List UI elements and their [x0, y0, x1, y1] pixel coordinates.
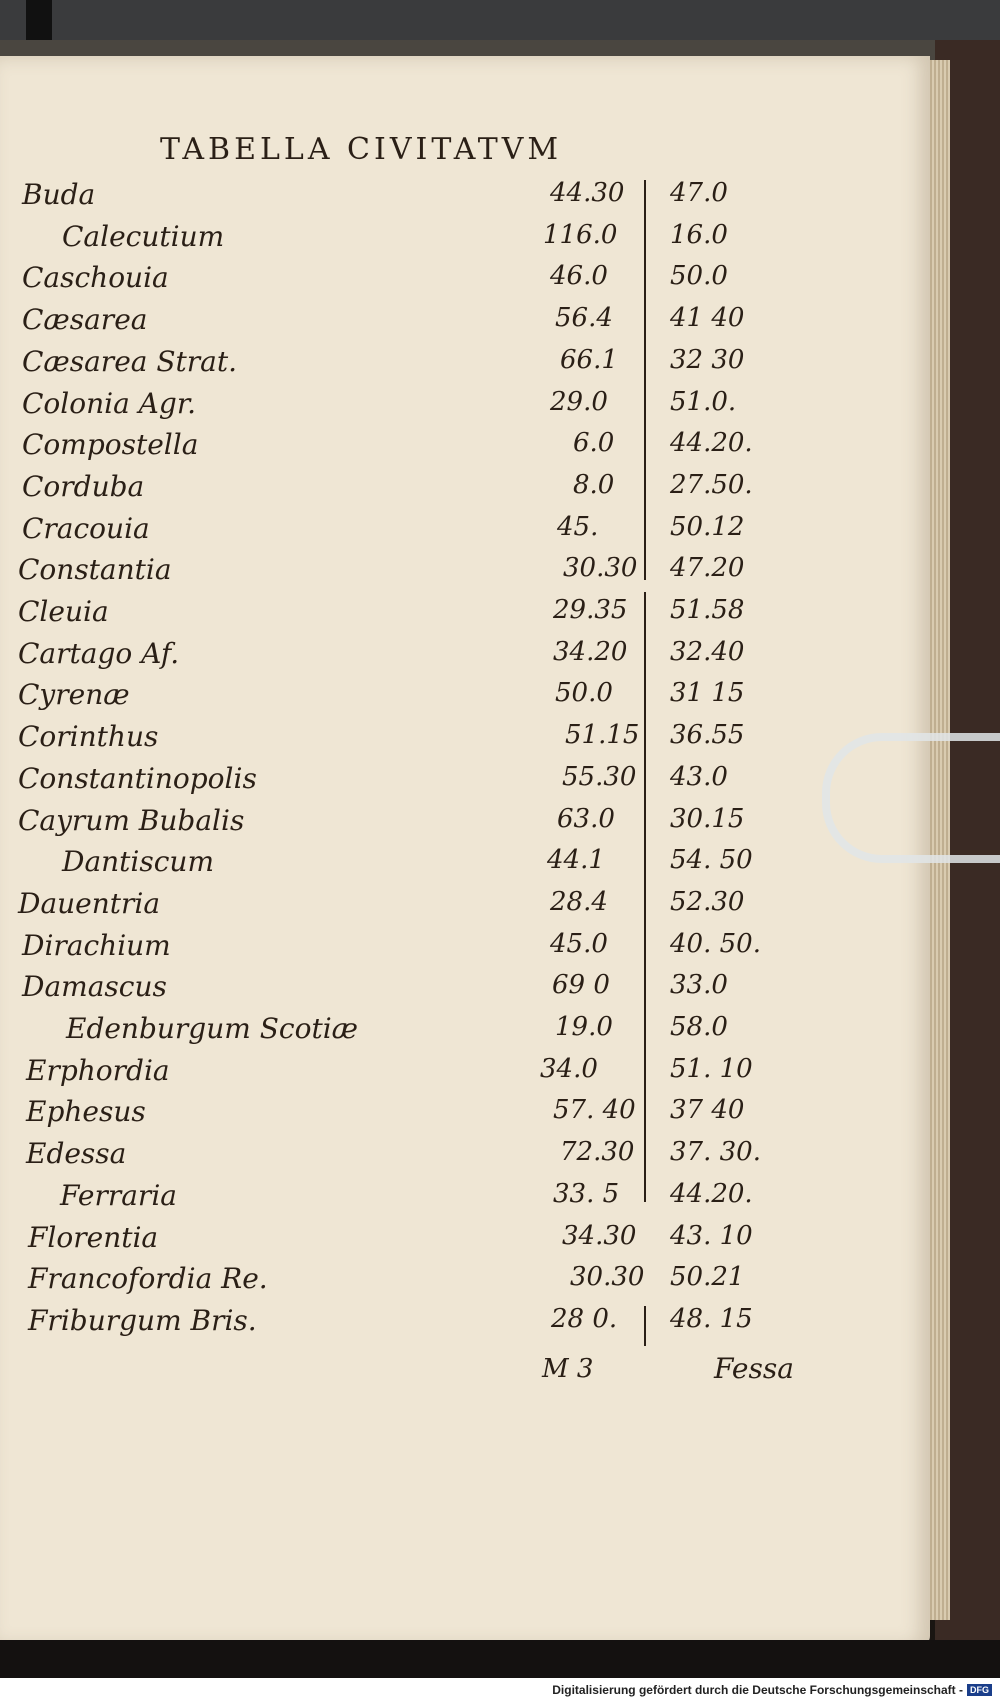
city-name: Cæsarea [22, 303, 148, 337]
page-heading: TABELLA CIVITATVM [160, 132, 563, 167]
city-name: Constantia [18, 553, 172, 587]
city-name: Dirachium [22, 928, 171, 962]
city-name: Cleuia [18, 595, 109, 628]
catchword: Fessa [714, 1352, 794, 1385]
city-name: Dauentria [18, 886, 161, 920]
table-row [0, 220, 900, 262]
table-row [0, 1095, 900, 1137]
table-row [0, 345, 900, 387]
latitude-value: 32.40 [670, 636, 745, 667]
longitude-value: 34.30 [562, 1220, 637, 1251]
table-row [0, 887, 900, 929]
table-row [0, 261, 900, 303]
city-name: Edessa [26, 1137, 127, 1171]
latitude-value: 50.0 [670, 261, 728, 292]
longitude-value: 44.1 [547, 845, 605, 876]
latitude-value: 16.0 [670, 219, 728, 250]
city-name: Corduba [22, 469, 145, 503]
table-row [0, 553, 900, 595]
city-name: Cracouia [22, 511, 150, 545]
latitude-value: 47.0 [670, 178, 728, 208]
longitude-value: 72.30 [560, 1137, 635, 1168]
latitude-value: 37. 30. [670, 1137, 761, 1168]
city-name: Colonia Agr. [22, 386, 197, 420]
signature-mark: M 3 [542, 1354, 594, 1384]
longitude-value: 28 0. [551, 1303, 618, 1334]
city-name: Erphordia [26, 1053, 170, 1087]
city-name: Florentia [28, 1220, 159, 1254]
table-row [0, 1054, 900, 1096]
table-row [0, 970, 900, 1012]
longitude-value: 45. [557, 511, 599, 542]
latitude-value: 37 40 [670, 1095, 745, 1126]
latitude-value: 32 30 [670, 344, 745, 375]
table-row [0, 1262, 900, 1304]
longitude-value: 56.4 [555, 303, 613, 334]
latitude-value: 50.21 [670, 1262, 745, 1293]
latitude-value: 51.0. [670, 386, 737, 417]
longitude-value: 28.4 [550, 886, 608, 917]
longitude-value: 6.0 [573, 428, 615, 459]
city-name: Caschouia [22, 261, 169, 295]
table-row [0, 303, 900, 345]
table-row [0, 1304, 900, 1346]
latitude-value: 27.50. [670, 469, 753, 500]
table-row [0, 178, 900, 220]
latitude-value: 58.0 [670, 1012, 728, 1042]
table-row [0, 595, 900, 637]
table-row [0, 387, 900, 429]
page-clip [822, 733, 1000, 863]
latitude-value: 31 15 [670, 678, 745, 709]
longitude-value: 51.15 [565, 720, 640, 751]
longitude-value: 34.0 [540, 1053, 598, 1084]
scanner-bottom-edge [0, 1640, 1000, 1678]
longitude-value: 66.1 [560, 344, 618, 375]
longitude-value: 45.0 [550, 928, 608, 959]
latitude-value: 41 40 [670, 303, 745, 334]
city-name: Friburgum Bris. [28, 1303, 257, 1337]
column-divider-lower [644, 592, 646, 1202]
longitude-value: 30.30 [570, 1262, 645, 1293]
city-name: Francofordia Re. [28, 1262, 268, 1296]
longitude-value: 50.0 [555, 678, 613, 709]
table-row [0, 470, 900, 512]
city-name: Corinthus [18, 720, 159, 754]
city-name: Ephesus [26, 1095, 146, 1129]
table-row [0, 637, 900, 679]
dfg-logo: DFG [967, 1684, 992, 1696]
table-row [0, 1137, 900, 1179]
city-name: Cyrenæ [18, 678, 130, 712]
latitude-value: 40. 50. [670, 928, 761, 959]
table-row [0, 720, 900, 762]
latitude-value: 54. 50 [670, 845, 753, 876]
table-row [0, 428, 900, 470]
city-name: Compostella [22, 428, 199, 462]
table-row [0, 1179, 900, 1221]
city-name: Dantiscum [62, 845, 215, 879]
city-name: Damascus [22, 970, 167, 1004]
city-name: Ferraria [60, 1178, 177, 1212]
table-row [0, 678, 900, 720]
longitude-value: 19.0 [555, 1012, 613, 1042]
table-row [0, 845, 900, 887]
city-name: Calecutium [62, 219, 225, 253]
latitude-value: 44.20. [670, 428, 753, 459]
latitude-value: 48. 15 [670, 1303, 753, 1334]
table-row [0, 512, 900, 554]
longitude-value: 63.0 [557, 803, 615, 834]
city-name: Cartago Af. [18, 636, 180, 670]
column-divider-upper [644, 180, 646, 580]
latitude-value: 51. 10 [670, 1053, 753, 1084]
latitude-value: 52.30 [670, 886, 745, 917]
table-row [0, 929, 900, 971]
table-row [0, 1221, 900, 1263]
city-name: Edenburgum Scotiæ [66, 1012, 358, 1045]
latitude-value: 50.12 [670, 511, 745, 542]
digitization-footer [0, 1678, 1000, 1702]
longitude-value: 57. 40 [553, 1095, 636, 1126]
latitude-value: 47.20 [670, 553, 745, 584]
longitude-value: 29.0 [550, 386, 608, 417]
longitude-value: 30.30 [563, 553, 638, 584]
latitude-value: 43. 10 [670, 1220, 753, 1251]
longitude-value: 116.0 [543, 219, 618, 250]
table-row [0, 762, 900, 804]
longitude-value: 29.35 [553, 595, 628, 625]
table-row [0, 804, 900, 846]
table-row [0, 1012, 900, 1054]
longitude-value: 46.0 [550, 261, 608, 292]
longitude-value: 44.30 [550, 178, 625, 208]
latitude-value: 44.20. [670, 1178, 753, 1209]
longitude-value: 33. 5 [553, 1178, 620, 1209]
column-divider-last [644, 1306, 646, 1346]
longitude-value: 34.20 [553, 636, 628, 667]
city-name: Buda [22, 178, 96, 211]
latitude-value: 33.0 [670, 970, 728, 1001]
longitude-value: 8.0 [573, 469, 615, 500]
footer-credit: Digitalisierung gefördert durch die Deutsche Forschungsgemeinschaft - [552, 1683, 963, 1697]
longitude-value: 69 0 [552, 970, 610, 1001]
longitude-value: 55.30 [562, 761, 637, 792]
latitude-value: 30.15 [670, 803, 745, 834]
city-name: Cæsarea Strat. [22, 344, 238, 378]
latitude-value: 43.0 [670, 761, 728, 792]
latitude-value: 51.58 [670, 595, 745, 625]
city-name: Constantinopolis [18, 761, 257, 795]
latitude-value: 36.55 [670, 720, 745, 751]
city-name: Cayrum Bubalis [18, 803, 245, 837]
